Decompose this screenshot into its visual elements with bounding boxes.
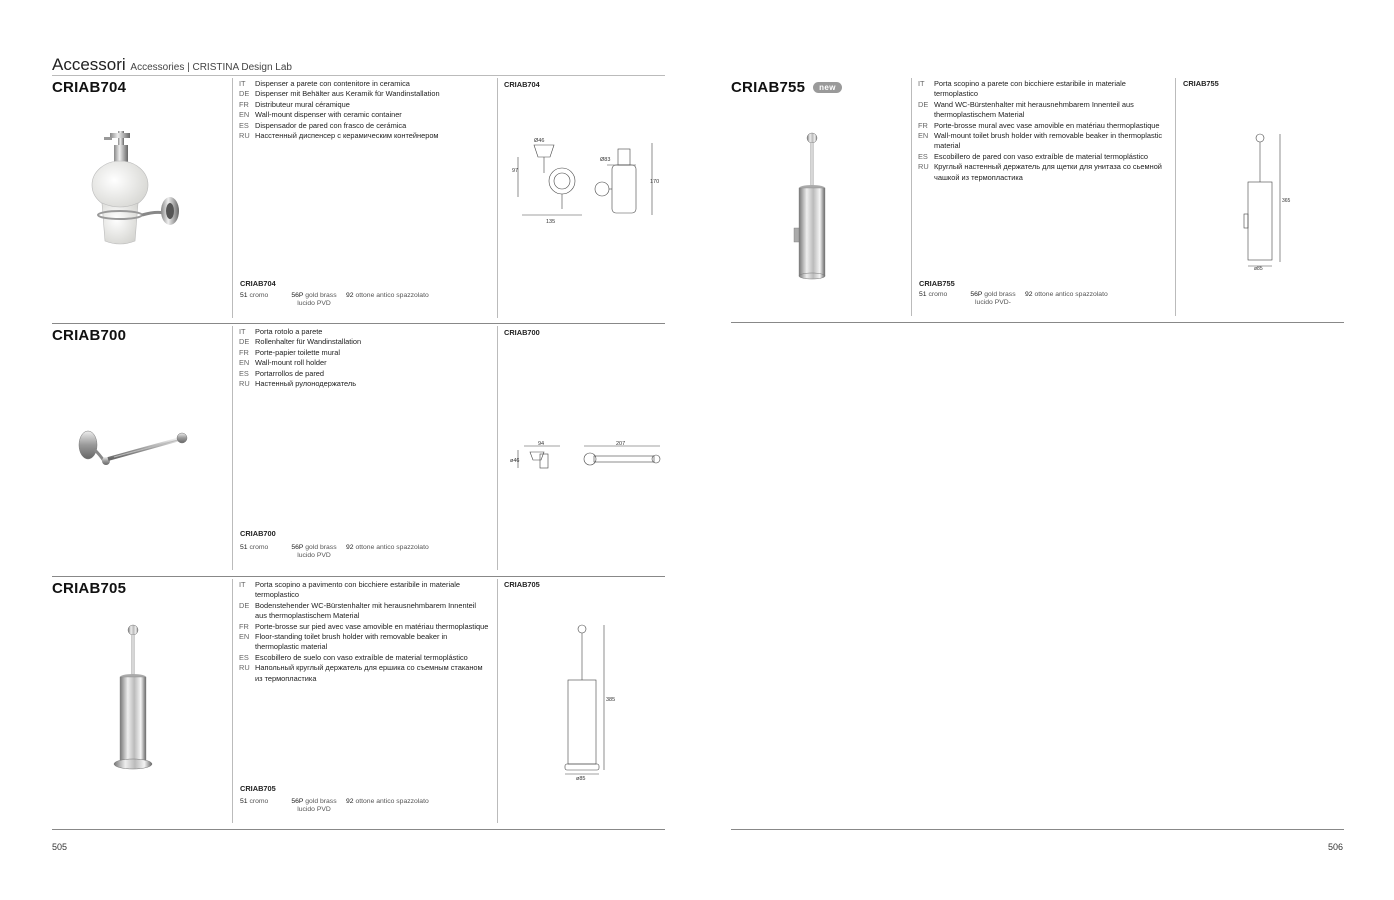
finish-option bbox=[282, 798, 346, 813]
finish-option bbox=[240, 544, 282, 559]
description-row bbox=[239, 580, 489, 601]
dim-label: ø85 bbox=[576, 776, 586, 782]
finish-number: 56P bbox=[291, 798, 304, 805]
drawing-code-criab705: CRIAB705 bbox=[504, 580, 540, 589]
column-divider bbox=[497, 326, 498, 570]
description-text: Bodenstehender WC-Bürstenhalter mit herausnehmbarem Innenteil aus thermoplastischem Material bbox=[255, 600, 477, 621]
finish-name: ottone antico spazzolato bbox=[1034, 291, 1108, 298]
finish-option bbox=[961, 291, 1025, 306]
language-code: RU bbox=[239, 379, 250, 389]
finish-number: 51 bbox=[919, 291, 927, 298]
description-list-criab705 bbox=[239, 580, 489, 684]
column-divider bbox=[1175, 78, 1176, 316]
language-code: ES bbox=[239, 368, 249, 378]
language-code: ES bbox=[918, 151, 928, 161]
column-divider bbox=[911, 78, 912, 316]
product-code-criab755 bbox=[731, 79, 842, 96]
technical-drawing-criab755 bbox=[1240, 130, 1290, 272]
finish-name: cromo bbox=[928, 291, 948, 298]
finish-option bbox=[282, 544, 346, 559]
section-rule bbox=[52, 323, 665, 324]
language-code: IT bbox=[239, 580, 246, 589]
catalog-title: Accessori bbox=[52, 55, 126, 74]
description-row bbox=[239, 79, 489, 89]
column-divider bbox=[232, 326, 233, 570]
product-code-criab705: CRIAB705 bbox=[52, 580, 127, 597]
section-rule bbox=[52, 576, 665, 577]
description-list-criab700 bbox=[239, 327, 489, 389]
description-row bbox=[239, 632, 489, 653]
description-text: Wall-mount roll holder bbox=[255, 358, 327, 368]
language-code: FR bbox=[239, 621, 249, 631]
finish-option bbox=[919, 291, 961, 306]
product-code-criab700: CRIAB700 bbox=[52, 327, 127, 344]
language-code: RU bbox=[239, 131, 250, 141]
description-text: Porte-papier toilette mural bbox=[255, 347, 341, 357]
finish-number: 92 bbox=[346, 544, 354, 551]
description-row bbox=[239, 369, 489, 379]
description-row bbox=[239, 379, 489, 389]
description-text: Dispensador de pared con frasco de cerámica bbox=[255, 120, 407, 130]
finish-code-criab705: CRIAB705 bbox=[240, 784, 276, 793]
language-code: DE bbox=[239, 600, 250, 610]
finish-name: gold brass lucido PVD- bbox=[975, 291, 1016, 306]
language-code: ES bbox=[239, 652, 249, 662]
description-text: Portarrollos de pared bbox=[255, 368, 325, 378]
finish-number: 92 bbox=[1025, 291, 1033, 298]
finish-name: ottone antico spazzolato bbox=[355, 798, 429, 805]
description-text: Porta scopino a pavimento con bicchiere estaribile in materiale termoplastico bbox=[255, 580, 460, 600]
product-code-criab704: CRIAB704 bbox=[52, 79, 127, 96]
description-row bbox=[239, 653, 489, 663]
page-header bbox=[52, 55, 292, 75]
description-text: Porte-brosse sur pied avec vase amovible en matériau thermoplastique bbox=[255, 621, 489, 631]
language-code: RU bbox=[918, 162, 929, 172]
language-code: DE bbox=[239, 89, 250, 99]
description-row bbox=[239, 358, 489, 368]
drawing-code-criab755: CRIAB755 bbox=[1183, 79, 1219, 88]
language-code: FR bbox=[239, 99, 249, 109]
language-code: EN bbox=[239, 632, 250, 642]
description-text: Floor-standing toilet brush holder with removable beaker in thermoplastic material bbox=[255, 632, 448, 652]
dim-label: 170 bbox=[650, 179, 660, 185]
description-row bbox=[918, 79, 1170, 100]
description-row bbox=[239, 100, 489, 110]
description-list-criab755 bbox=[918, 79, 1170, 183]
header-rule bbox=[52, 75, 665, 76]
drawing-code-criab704: CRIAB704 bbox=[504, 80, 540, 89]
finish-number: 51 bbox=[240, 798, 248, 805]
product-photo-floor-brush-holder bbox=[112, 622, 154, 774]
language-code: IT bbox=[239, 79, 246, 88]
technical-drawing-criab704 bbox=[512, 135, 662, 227]
finish-code-criab755: CRIAB755 bbox=[919, 279, 955, 288]
description-text: Rollenhalter für Wandinstallation bbox=[255, 337, 362, 347]
description-row bbox=[239, 110, 489, 120]
description-row bbox=[918, 121, 1170, 131]
product-code-text: CRIAB755 bbox=[731, 79, 806, 96]
description-row bbox=[239, 622, 489, 632]
description-text: Dispenser a parete con contenitore in ceramica bbox=[255, 79, 410, 88]
description-row bbox=[918, 131, 1170, 152]
new-badge: new bbox=[813, 82, 842, 93]
finish-number: 56P bbox=[970, 291, 983, 298]
finish-number: 56P bbox=[291, 292, 304, 299]
section-rule bbox=[731, 322, 1344, 323]
product-photo-wall-brush-holder bbox=[792, 130, 832, 285]
page-number-left: 505 bbox=[52, 842, 68, 852]
dim-label: 135 bbox=[546, 219, 556, 225]
language-code: EN bbox=[239, 110, 250, 120]
catalog-subtitle: Accessories | CRISTINA Design Lab bbox=[130, 62, 292, 73]
description-row bbox=[918, 152, 1170, 162]
finish-name: ottone antico spazzolato bbox=[355, 292, 429, 299]
finish-option bbox=[282, 292, 346, 307]
column-divider bbox=[497, 579, 498, 823]
description-row bbox=[239, 601, 489, 622]
dim-label: 94 bbox=[538, 441, 545, 447]
dim-label: ø46 bbox=[510, 458, 520, 464]
dim-label: 365 bbox=[1282, 198, 1291, 204]
finish-number: 92 bbox=[346, 798, 354, 805]
column-divider bbox=[232, 78, 233, 318]
product-photo-roll-holder bbox=[74, 425, 194, 471]
technical-drawing-criab700 bbox=[510, 440, 665, 472]
dim-label: Ø46 bbox=[534, 138, 545, 144]
description-text: Круглый настенный держатель для щетки для унитаза со сьемной чашкой из термопластика bbox=[934, 162, 1162, 182]
language-code: DE bbox=[239, 337, 250, 347]
finish-list-criab755 bbox=[919, 291, 1120, 306]
finish-option bbox=[346, 292, 429, 307]
column-divider bbox=[497, 78, 498, 318]
description-text: Escobillero de suelo con vaso extraíble de material termoplástico bbox=[255, 652, 468, 662]
finish-number: 56P bbox=[291, 544, 304, 551]
language-code: FR bbox=[918, 120, 928, 130]
language-code: ES bbox=[239, 120, 249, 130]
description-text: Wall-mount toilet brush holder with removable beaker in thermoplastic material bbox=[934, 131, 1163, 151]
description-text: Porta rotolo a parete bbox=[255, 327, 323, 336]
finish-number: 92 bbox=[346, 292, 354, 299]
finish-option bbox=[240, 798, 282, 813]
technical-drawing-criab705 bbox=[560, 622, 620, 782]
finish-number: 51 bbox=[240, 292, 248, 299]
finish-name: gold brass lucido PVD bbox=[297, 292, 337, 307]
finish-list-criab700 bbox=[240, 544, 441, 559]
finish-name: ottone antico spazzolato bbox=[355, 544, 429, 551]
dim-label: 385 bbox=[606, 697, 616, 703]
description-text: Porte-brosse mural avec vase amovible en matériau thermoplastique bbox=[934, 120, 1160, 130]
description-row bbox=[918, 100, 1170, 121]
finish-option bbox=[346, 544, 429, 559]
description-row bbox=[239, 89, 489, 99]
description-row bbox=[239, 327, 489, 337]
page-bottom-rule bbox=[731, 829, 1344, 830]
finish-option bbox=[1025, 291, 1108, 306]
description-text: Dispenser mit Behälter aus Keramik für Wandinstallation bbox=[255, 89, 440, 99]
description-text: Escobillero de pared con vaso extraíble de material termoplástico bbox=[934, 151, 1149, 161]
description-row bbox=[239, 663, 489, 684]
description-row bbox=[239, 121, 489, 131]
language-code: IT bbox=[918, 79, 925, 88]
description-text: Distributeur mural céramique bbox=[255, 99, 350, 109]
language-code: EN bbox=[918, 131, 929, 141]
description-text: Wall-mount dispenser with ceramic container bbox=[255, 110, 402, 120]
dim-label: 97 bbox=[512, 168, 519, 174]
finish-option bbox=[240, 292, 282, 307]
description-text: Насстенный диспенсер с керамическим контейнером bbox=[255, 131, 439, 141]
finish-option bbox=[346, 798, 429, 813]
page-number-right: 506 bbox=[1328, 842, 1344, 852]
finish-name: cromo bbox=[249, 544, 269, 551]
product-photo-dispenser bbox=[70, 125, 190, 265]
language-code: FR bbox=[239, 347, 249, 357]
finish-list-criab705 bbox=[240, 798, 441, 813]
description-row bbox=[239, 348, 489, 358]
language-code: EN bbox=[239, 358, 250, 368]
finish-list-criab704 bbox=[240, 292, 441, 307]
language-code: IT bbox=[239, 327, 246, 336]
finish-name: gold brass lucido PVD bbox=[297, 798, 337, 813]
finish-code-criab700: CRIAB700 bbox=[240, 529, 276, 538]
finish-name: cromo bbox=[249, 798, 269, 805]
page-bottom-rule bbox=[52, 829, 665, 830]
drawing-code-criab700: CRIAB700 bbox=[504, 328, 540, 337]
dim-label: 207 bbox=[616, 441, 626, 447]
description-text: Wand WC-Bürstenhalter mit herausnehmbarem Innenteil aus thermoplastischem Material bbox=[934, 99, 1134, 120]
dim-label: ø85 bbox=[1254, 266, 1263, 272]
finish-name: gold brass lucido PVD bbox=[297, 544, 337, 559]
finish-code-criab704: CRIAB704 bbox=[240, 279, 276, 288]
description-row bbox=[918, 162, 1170, 183]
description-row bbox=[239, 131, 489, 141]
finish-number: 51 bbox=[240, 544, 248, 551]
description-text: Настенный рулонодержатель bbox=[255, 379, 357, 389]
description-row bbox=[239, 337, 489, 347]
language-code: RU bbox=[239, 663, 250, 673]
language-code: DE bbox=[918, 99, 929, 109]
dim-label: Ø83 bbox=[600, 157, 611, 163]
finish-name: cromo bbox=[249, 292, 269, 299]
description-text: Porta scopino a parete con bicchiere estaribile in materiale termoplastico bbox=[934, 79, 1126, 99]
column-divider bbox=[232, 579, 233, 823]
description-list-criab704 bbox=[239, 79, 489, 141]
description-text: Напольный круглый держатель для ершика со съемным стаканом из термопластика bbox=[255, 663, 483, 683]
